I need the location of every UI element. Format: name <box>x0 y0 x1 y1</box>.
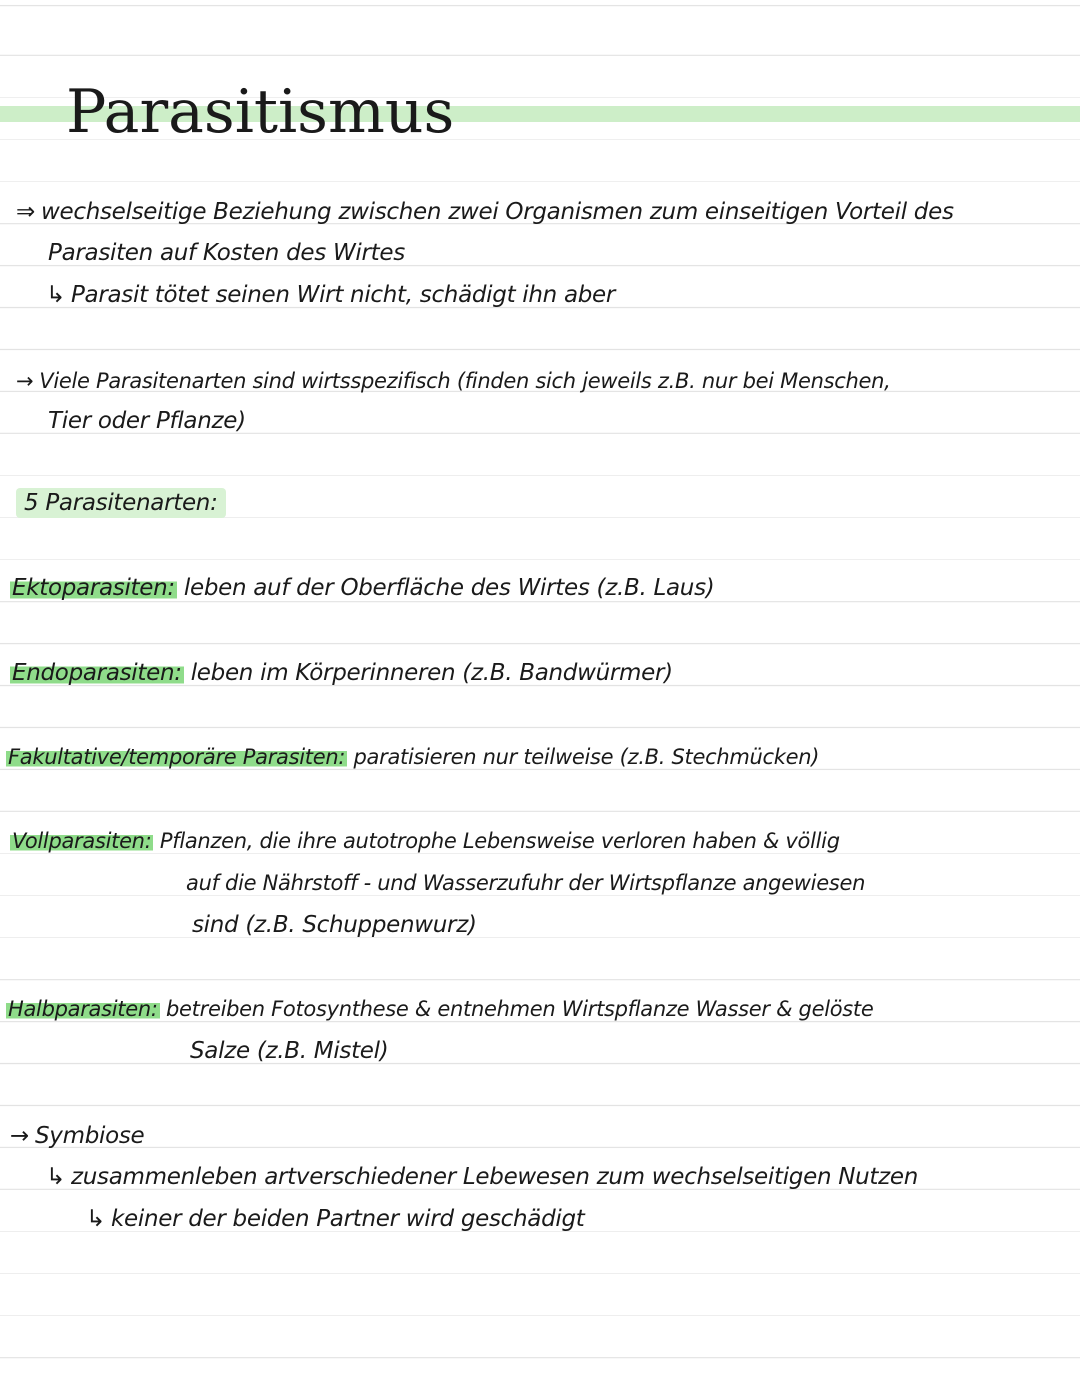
type-description: paratisieren nur teilweise (z.B. Stechmücken) <box>353 745 820 769</box>
page-title: Parasitismus <box>66 77 455 147</box>
type-term: Ektoparasiten: <box>12 575 175 601</box>
type-halbparasiten-line-2: Salze (z.B. Mistel) <box>190 1038 389 1064</box>
host-specific-line-1: → Viele Parasitenarten sind wirtsspezifisch (finden sich jeweils z.B. nur bei Menschen, <box>16 366 891 396</box>
type-term: Endoparasiten: <box>12 660 182 686</box>
type-term: Vollparasiten: <box>12 829 152 853</box>
symbiosis-sub: ↳ zusammenleben artverschiedener Lebewesen zum wechselseitigen Nutzen <box>46 1164 919 1190</box>
double-arrow-icon: ⇒ <box>16 199 35 225</box>
symbiosis-sub-2: ↳ keiner der beiden Partner wird geschädigt <box>86 1206 585 1232</box>
symbiosis-heading: → Symbiose <box>10 1123 145 1149</box>
return-arrow-icon: ↳ <box>86 1206 105 1232</box>
type-description: leben im Körperinneren (z.B. Bandwürmer) <box>190 660 673 686</box>
right-arrow-icon: → <box>16 369 34 393</box>
definition-line-2: Parasiten auf Kosten des Wirtes <box>48 240 405 266</box>
type-endoparasiten <box>10 658 673 688</box>
definition-line-1: ⇒ wechselseitige Beziehung zwischen zwei Organismen zum einseitigen Vorteil des <box>16 199 954 225</box>
type-description: leben auf der Oberfläche des Wirtes (z.B. Laus) <box>183 575 715 601</box>
type-vollparasiten <box>10 826 840 856</box>
return-arrow-icon: ↳ <box>46 282 65 308</box>
type-vollparasiten-line-3: sind (z.B. Schuppenwurz) <box>192 912 477 938</box>
type-vollparasiten-line-2: auf die Nährstoff - und Wasserzufuhr der Wirtspflanze angewiesen <box>186 871 866 895</box>
type-description: Pflanzen, die ihre autotrophe Lebensweise verloren haben & völlig <box>159 829 840 853</box>
type-term: Halbparasiten: <box>8 997 158 1021</box>
type-description: betreiben Fotosynthese & entnehmen Wirtspflanze Wasser & gelöste <box>166 997 874 1021</box>
type-ektoparasiten <box>10 573 714 603</box>
type-term: Fakultative/temporäre Parasiten: <box>8 745 346 769</box>
definition-sub: ↳ Parasit tötet seinen Wirt nicht, schädigt ihn aber <box>46 282 616 308</box>
return-arrow-icon: ↳ <box>46 1164 65 1190</box>
type-halbparasiten <box>6 994 873 1024</box>
host-specific-line-2: Tier oder Pflanze) <box>48 408 246 434</box>
types-heading: 5 Parasitenarten: <box>16 488 226 518</box>
right-arrow-icon: → <box>10 1123 29 1149</box>
type-fakultative <box>6 742 819 772</box>
